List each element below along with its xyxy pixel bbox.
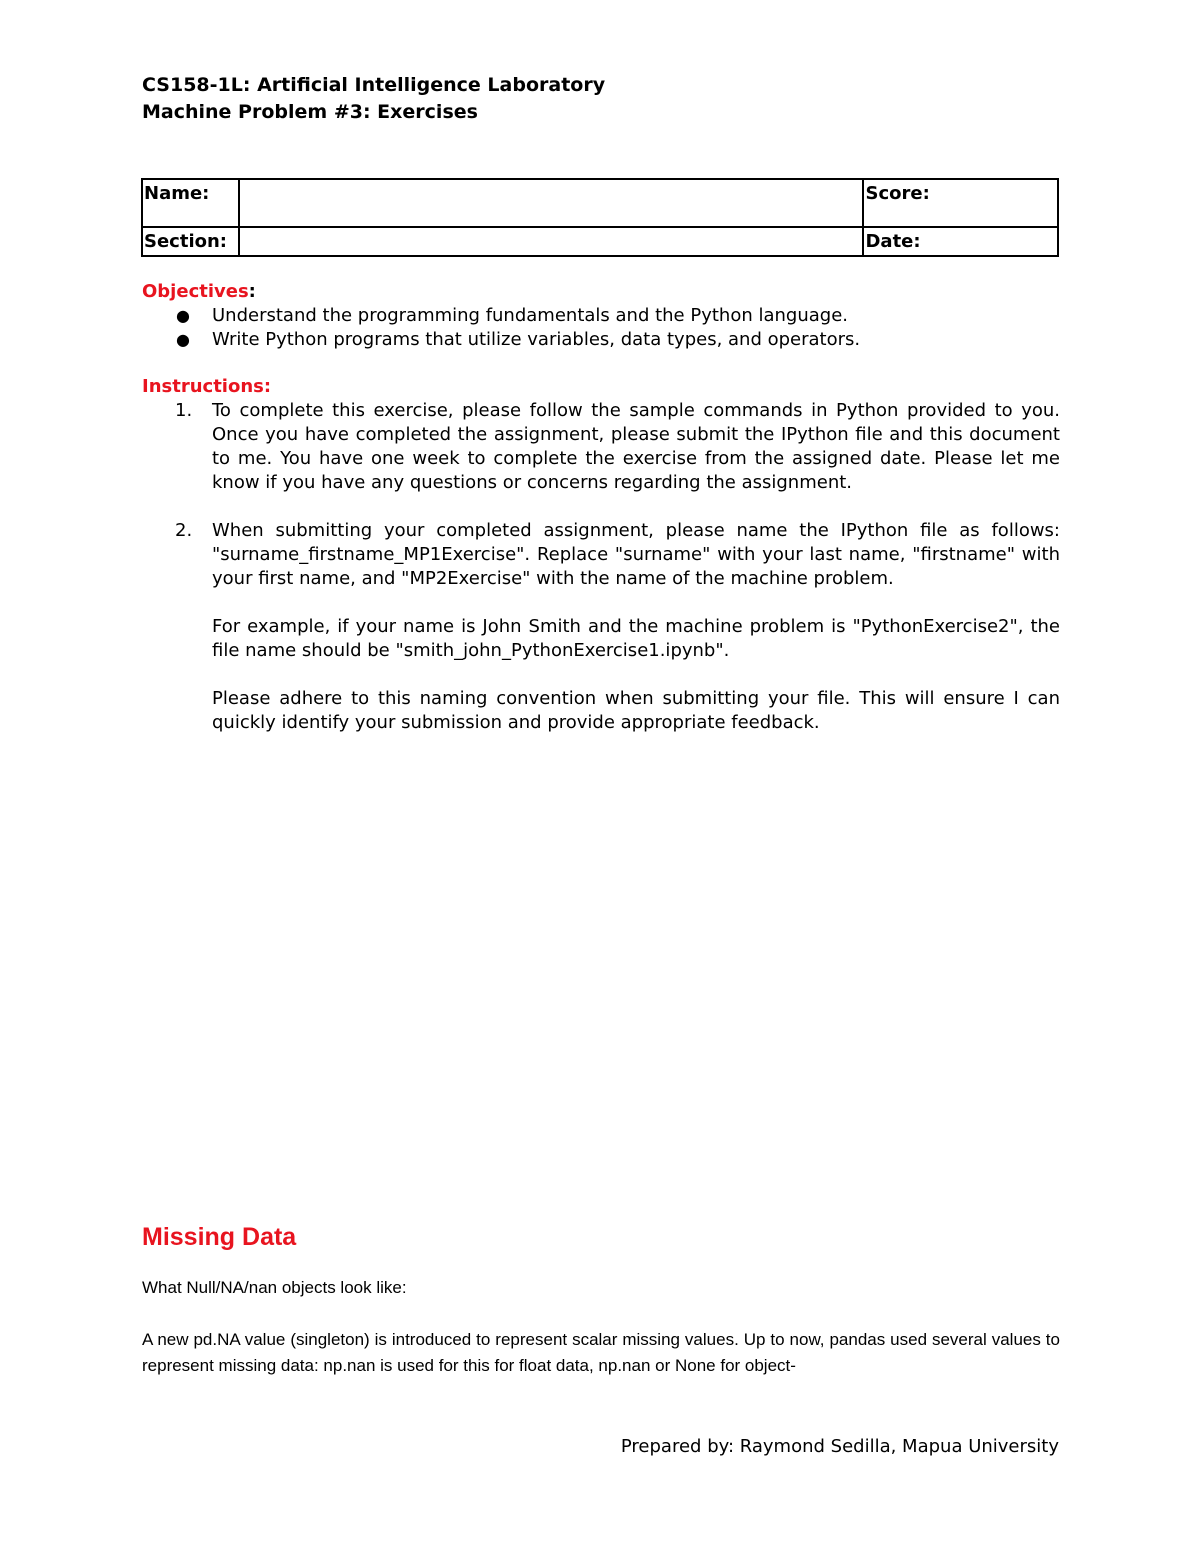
- date-label: Date:: [863, 227, 1058, 256]
- bullet-icon: ●: [176, 330, 190, 349]
- missing-data-title: Missing Data: [142, 1223, 297, 1251]
- instruction-paragraph: For example, if your name is John Smith and the machine problem is "PythonExercise2", the file name should be "smith_john_PythonExercise1.ipynb".: [212, 616, 1060, 661]
- objectives-list: [142, 304, 1060, 352]
- course-title: CS158-1L: Artificial Intelligence Laboratory: [142, 74, 606, 96]
- instruction-paragraph: When submitting your completed assignment, please name the IPython file as follows: "surname_firstname_MP1Exercise". Replace "surname" with your last name, "firstname" with your first name, and "MP2Exercise" with the name of the machine problem.: [212, 520, 1060, 589]
- footer-prepared-by: Prepared by: Raymond Sedilla, Mapua University: [620, 1436, 1059, 1457]
- objectives-section: [142, 280, 1060, 352]
- score-label: Score:: [863, 179, 1058, 227]
- problem-title: Machine Problem #3: Exercises: [142, 101, 478, 123]
- instruction-item: [142, 519, 1060, 735]
- instruction-number: 1.: [175, 400, 193, 421]
- instruction-paragraph: To complete this exercise, please follow the sample commands in Python provided to you. Once you have completed the assignment, please submit the IPython file and this document to me. You have one week to complete the exercise from the assigned date. Please let me know if you have any questions or concerns regarding the assignment.: [212, 400, 1060, 493]
- bullet-icon: ●: [176, 306, 190, 325]
- name-field[interactable]: [239, 179, 864, 227]
- section-field[interactable]: [239, 227, 864, 256]
- instructions-title: Instructions:: [142, 376, 272, 397]
- objective-item: ● Understand the programming fundamentals and the Python language.: [176, 305, 848, 326]
- missing-data-body: A new pd.NA value (singleton) is introduced to represent scalar missing values. Up to now, pandas used several values to represent missing data: np.nan is used for this for float data, np.nan or None for object-: [142, 1330, 1060, 1375]
- instruction-item: [142, 399, 1060, 495]
- instructions-section: [142, 375, 1060, 735]
- instruction-paragraph: Please adhere to this naming convention when submitting your file. This will ensure I can quickly identify your submission and provide appropriate feedback.: [212, 688, 1060, 733]
- student-info-table: [141, 178, 1059, 257]
- name-label: Name:: [142, 179, 239, 227]
- document-header: [142, 72, 605, 126]
- missing-data-subtitle: What Null/NA/nan objects look like:: [142, 1278, 407, 1297]
- missing-data-section: [142, 1219, 1060, 1379]
- instruction-number: 2.: [175, 520, 193, 541]
- section-label: Section:: [142, 227, 239, 256]
- objectives-colon: :: [248, 281, 256, 302]
- objective-item: ● Write Python programs that utilize variables, data types, and operators.: [176, 329, 861, 350]
- objectives-title: Objectives: [142, 281, 249, 302]
